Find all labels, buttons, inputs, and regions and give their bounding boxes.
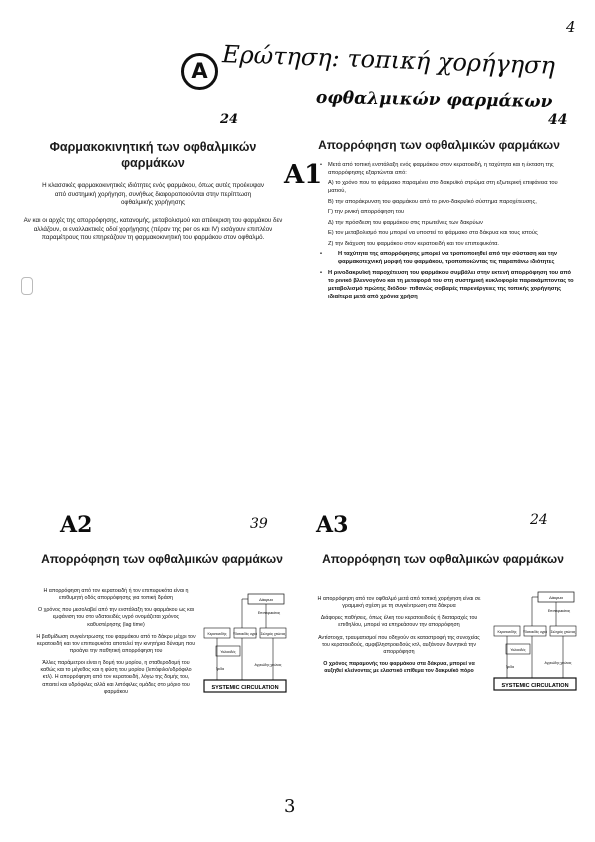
circled-letter-note: A xyxy=(181,53,218,90)
slide-paragraph: Διάφορες παθήσεις, όπως έλκη του κερατοειδούς ή διαταραχές του επιθηλίου, μπορεί να επηρεάσουν την απορρόφηση xyxy=(320,615,478,629)
diagram-bottom-left: Ίριδα xyxy=(505,665,515,669)
slide-paragraph: Η απορρόφηση από τον κερατοειδή ή τον επιπεφυκότα είναι η επιθυμητή οδός απορρόφησης για τοπική δράση xyxy=(43,588,189,602)
slide-paragraph: Η βαθμίδωση συγκέντρωσης του φαρμάκου από το δάκρυ μέχρι τον κερατοειδή και τον επιπεφυκότα αποτελεί την κινητήρια δύναμη που προάγει την παθητική απορρόφηση του xyxy=(36,633,196,654)
handwritten-label-a3: A3 xyxy=(316,512,349,538)
diagram-left-box: Κερατοειδής xyxy=(207,632,227,636)
slide-item: • Μετά από τοπική ενστάλαξη ενός φαρμάκου στον κερατοειδή, η ταχύτητα και η έκταση της απορρόφησης εξαρτώνται από: xyxy=(320,162,574,178)
handwritten-slide-number: 24 xyxy=(220,112,239,127)
slide-title: Φαρμακοκινητική των οφθαλμικών φαρμάκων xyxy=(49,140,257,170)
slide-item: Ε) τον μεταβολισμό που μπορεί να υποστεί το φάρμακο στα δάκρυα και τους ιστούς xyxy=(328,230,538,237)
slide-paragraph: Ο χρόνος που μεσολαβεί από την ενστάλαξη του φαρμάκου ως και εμφάνιση του στο υδατοειδές υγρό ονομάζεται χρόνος καθυστέρησης (lag time) xyxy=(38,607,194,628)
scan-mark xyxy=(21,277,33,295)
slide-absorption-a2 xyxy=(36,512,288,782)
eye-absorption-diagram xyxy=(492,590,578,700)
slide-paragraph: Άλλες παράμετροι είναι η δομή του μορίου, η σταθεροδομή του καθώς και το μέγεθος και η φύση του μορίου (λιπόφιλο/υδρόφιλο κτλ). Η απορρόφηση από τον κερατοειδή, λόγω της δομής του, απαιτεί και υδρόφιλες αλλά και λιπόφιλες ομάδες στο μόριο του φαρμάκου xyxy=(40,660,192,695)
slide-item: • Η ρινοδακρυϊκή παροχέτευση του φαρμάκου συμβάλει στην εκτενή απορρόφηση του από το ρινικό βλεννογόνο και τη μεταφορά του στη συστημική κυκλοφορία παρακάμπτοντας το μεταβολισμό πρώτης διόδου· πιθανώς σοβαρές παρενέργειες της τοπικής χορήγησης ιδιαίτερα μετά από χρόνια χρήση xyxy=(320,270,574,302)
diagram-mid-box: Υδατοειδές υγρό xyxy=(232,632,258,636)
diagram-footer: SYSTEMIC CIRCULATION xyxy=(211,685,279,691)
handwritten-label-a1: A1 xyxy=(284,160,323,190)
slide-item: Δ) την πρόσδεση του φαρμάκου στις πρωτεΐνες των δακρύων xyxy=(328,219,483,226)
handwritten-question-line2: οφθαλμικών φαρμάκων xyxy=(315,87,553,113)
diagram-right-box: Σκληρός χιτώνας xyxy=(550,630,576,634)
handwritten-slide-number: 44 xyxy=(548,112,568,128)
handwritten-slide-number: 39 xyxy=(250,516,268,532)
diagram-right-label: Επιπεφυκότας xyxy=(257,611,281,615)
slide-item: Γ) την ρινική απορρόφηση του xyxy=(328,209,405,216)
diagram-bottom-right: Αγγειώδης χιτώνας xyxy=(544,661,572,665)
slide-item: Β) την αποράκρυνση του φαρμάκου από το ρινο-δακρυϊκό σύστημα παροχέτευσης, xyxy=(328,198,537,205)
handwritten-slide-number: 24 xyxy=(530,512,548,528)
slide-absorption-a3 xyxy=(308,512,578,782)
diagram-lower-box: Υαλοειδές xyxy=(510,648,526,652)
slide-title: Απορρόφηση των οφθαλμικών φαρμάκων xyxy=(318,138,560,152)
diagram-footer: SYSTEMIC CIRCULATION xyxy=(501,683,569,689)
diagram-right-label: Επιπεφυκότας xyxy=(547,609,571,613)
slide-paragraph: Αντίστοιχα, τραυματισμοί που οδηγούν σε καταστροφή της συνοχείας του κερατοειδούς, αμφιβληστροειδούς κτλ, αυξάνουν δυνητικά την απορρόφηση xyxy=(318,634,480,655)
slide-item: • Η ταχύτητα της απορρόφησης μπορεί να τροποποιηθεί από την σύσταση και την φαρμακοτεχνική μορφή του φαρμάκου, τροποποιώντας τις παραπάνω ιδιότητες xyxy=(320,251,574,267)
slide-item: Ζ) την διάχυση του φαρμάκου στον κερατοειδή και τον επιπεφυκότα. xyxy=(328,240,500,247)
slide-title: Απορρόφηση των οφθαλμικών φαρμάκων xyxy=(322,552,564,566)
eye-absorption-diagram xyxy=(202,592,288,702)
slide-paragraph: Η απορρόφηση από τον οφθαλμό μετά από τοπική χορήγηση είναι σε γραμμική σχέση με τη συγκέντρωση στα δάκρυα xyxy=(317,596,481,610)
diagram-bottom-left: Ίριδα xyxy=(215,667,225,671)
diagram-mid-box: Υδατοειδές υγρό xyxy=(522,630,548,634)
slide-absorption-a1 xyxy=(298,112,578,312)
handwritten-footer-number: 3 xyxy=(284,796,296,817)
diagram-top-label: Δάκρυα xyxy=(549,595,563,600)
slide-item: Α) το χρόνο που το φάρμακο παραμένει στο δακρυϊκό στρώμα στη εξωτερική επιφάνεια του ματιού, xyxy=(328,180,558,195)
diagram-bottom-right: Αγγειώδης χιτώνας xyxy=(254,663,282,667)
diagram-lower-box: Υαλοειδές xyxy=(220,650,236,654)
diagram-left-box: Κερατοειδής xyxy=(497,630,517,634)
handwritten-question-line1: Ερώτηση: τοπική χορήγηση xyxy=(221,40,556,80)
page-number: 4 xyxy=(566,18,576,36)
diagram-right-box: Σκληρός χιτώνας xyxy=(260,632,286,636)
handwritten-label-a2: A2 xyxy=(60,512,93,538)
slide-pharmacokinetics xyxy=(22,112,284,292)
slide-title: Απορρόφηση των οφθαλμικών φαρμάκων xyxy=(41,552,283,566)
diagram-top-label: Δάκρυα xyxy=(259,597,273,602)
slide-paragraph: Ο χρόνος παραμονής του φαρμάκου στα δάκρυα, μπορεί να αυξηθεί κλείνοντας με ελαστικό επίθεμα τον δακρυϊκό πόρο xyxy=(323,660,475,675)
slide-bullet: Αν και οι αρχές της απορρόφησης, κατανομής, μεταβολισμού και απέκκριση του φαρμάκου δεν αλλάζουν, οι εναλλακτικές οδοί χορήγησης (πέραν της per os και IV) εισάγουν επιπλέον παραμέτρους που επηρεάζουν τη φαρμακοκινητική του φαρμάκου στον οφθαλμό. xyxy=(23,217,283,242)
slide-bullet: Η κλασσικές φαρμακοκινητικές ιδιότητες ενός φαρμάκου, όπως αυτές προέκυψαν από συστημική χορήγηση, συνήθως διαφοροποιούνται στην περίπτωση οφθαλμικής χορήγησης xyxy=(42,182,264,207)
